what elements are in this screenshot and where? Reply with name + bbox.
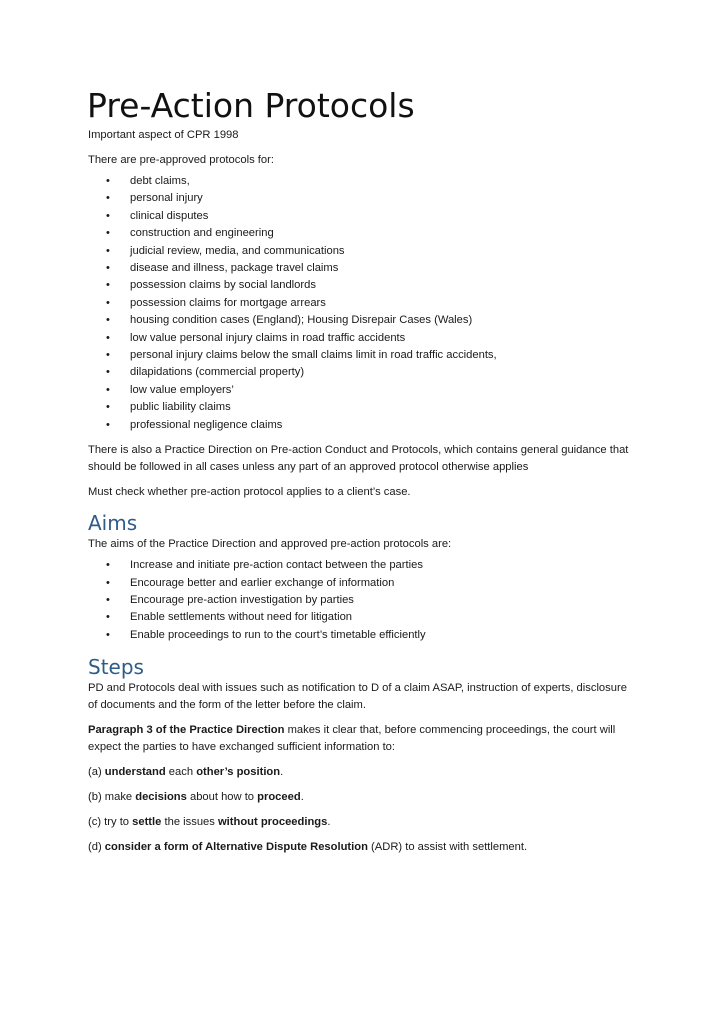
list-item-text: low value employers’ xyxy=(130,383,234,396)
bullet-icon: • xyxy=(106,279,110,292)
list-item xyxy=(88,609,630,626)
steps-heading: Steps xyxy=(88,655,144,680)
step-c-bold-2: without proceedings xyxy=(217,816,328,829)
step-a-prefix: (a) xyxy=(88,766,105,779)
step-a-bold-1: understand xyxy=(104,766,166,779)
bullet-icon: • xyxy=(106,175,110,187)
bullet-icon: • xyxy=(106,611,110,624)
list-item xyxy=(88,260,630,277)
steps-paragraph-2 xyxy=(88,722,630,756)
list-item xyxy=(88,627,630,644)
list-item-text: low value personal injury claims in road traffic accidents xyxy=(130,331,406,344)
step-a-mid: each xyxy=(165,766,197,779)
list-item-text: personal injury xyxy=(130,192,203,205)
list-item-text: construction and engineering xyxy=(130,227,274,240)
list-item xyxy=(88,312,630,329)
list-item-text: Enable settlements without need for litigation xyxy=(130,611,353,624)
list-item xyxy=(88,575,630,592)
step-c-mid: the issues xyxy=(161,816,218,829)
bullet-icon: • xyxy=(106,349,110,362)
list-item-text: debt claims, xyxy=(130,175,190,187)
list-item xyxy=(88,277,630,294)
step-a xyxy=(88,764,630,781)
bullet-icon: • xyxy=(106,192,110,205)
list-item xyxy=(88,347,630,364)
steps-paragraph-2-text: makes it clear that, before commencing proceedings, the court will expect the parties to have exchanged sufficient information to: xyxy=(88,724,616,754)
list-item-text: public liability claims xyxy=(130,401,231,414)
bullet-icon: • xyxy=(106,331,110,344)
list-item-text: judicial review, media, and communications xyxy=(130,244,345,257)
list-item xyxy=(88,243,630,260)
bullet-icon: • xyxy=(106,314,110,327)
step-b xyxy=(88,789,630,806)
step-b-end: . xyxy=(300,791,304,804)
list-item xyxy=(88,330,630,347)
bullet-icon: • xyxy=(106,401,110,414)
list-item xyxy=(88,399,630,416)
aims-intro: The aims of the Practice Direction and approved pre-action protocols are: xyxy=(88,538,452,551)
list-item xyxy=(88,417,630,434)
step-c-prefix: (c) try to xyxy=(88,816,133,829)
list-item xyxy=(88,364,630,381)
list-item xyxy=(88,190,630,207)
must-check-note: Must check whether pre-action protocol applies to a client’s case. xyxy=(88,486,411,499)
practice-direction-note: There is also a Practice Direction on Pre-action Conduct and Protocols, which contains general guidance that should be followed in all cases unless any part of an approved protocol otherwise applies xyxy=(88,444,629,474)
page-title: Pre-Action Protocols xyxy=(87,86,415,125)
bullet-icon: • xyxy=(106,244,110,257)
list-item xyxy=(88,295,630,312)
list-item-text: clinical disputes xyxy=(130,209,209,222)
bullet-icon: • xyxy=(106,209,110,222)
step-b-mid: about how to xyxy=(186,791,258,804)
bullet-icon: • xyxy=(106,296,110,309)
bullet-icon: • xyxy=(106,227,110,240)
step-a-end: . xyxy=(280,766,284,779)
list-item-text: professional negligence claims xyxy=(130,418,283,431)
list-item xyxy=(88,173,630,190)
list-item xyxy=(88,208,630,225)
step-c-bold-1: settle xyxy=(132,816,162,829)
list-item xyxy=(88,557,630,574)
list-item-text: personal injury claims below the small claims limit in road traffic accidents, xyxy=(130,349,497,362)
list-item-text: housing condition cases (England); Housing Disrepair Cases (Wales) xyxy=(130,314,473,327)
subtitle: Important aspect of CPR 1998 xyxy=(88,129,239,141)
aims-heading: Aims xyxy=(88,511,138,536)
steps-paragraph-1: PD and Protocols deal with issues such as notification to D of a claim ASAP, instruction of experts, disclosure of documents and the form of the letter before the claim. xyxy=(88,682,627,712)
step-b-bold-2: proceed xyxy=(257,791,301,804)
bullet-icon: • xyxy=(106,418,110,431)
bullet-icon: • xyxy=(106,383,110,396)
list-item-text: Encourage better and earlier exchange of information xyxy=(130,576,395,589)
bullet-icon: • xyxy=(106,628,110,641)
steps-section xyxy=(88,655,630,856)
bullet-icon: • xyxy=(106,593,110,606)
list-item-text: Encourage pre-action investigation by parties xyxy=(130,593,354,606)
step-c xyxy=(88,814,630,831)
list-item xyxy=(88,225,630,242)
list-item-text: Increase and initiate pre-action contact between the parties xyxy=(130,559,423,572)
list-item xyxy=(88,592,630,609)
list-item xyxy=(88,382,630,399)
bullet-icon: • xyxy=(106,576,110,589)
protocols-list xyxy=(88,173,630,434)
bullet-icon: • xyxy=(106,559,110,572)
aims-list xyxy=(88,557,630,644)
list-item-text: possession claims for mortgage arrears xyxy=(130,296,326,309)
list-item-text: possession claims by social landlords xyxy=(130,279,316,292)
step-d-prefix: (d) xyxy=(88,841,105,854)
aims-section xyxy=(88,511,630,644)
list-item-text: dilapidations (commercial property) xyxy=(130,366,305,379)
step-d-bold: consider a form of Alternative Dispute Resolution xyxy=(104,841,368,854)
list-item-text: Enable proceedings to run to the court’s timetable efficiently xyxy=(130,628,426,641)
step-b-prefix: (b) make xyxy=(88,791,136,804)
protocols-intro: There are pre-approved protocols for: xyxy=(88,154,274,166)
list-item-text: disease and illness, package travel claims xyxy=(130,262,339,275)
step-d-rest: (ADR) to assist with settlement. xyxy=(367,841,528,854)
bullet-icon: • xyxy=(106,366,110,379)
step-a-bold-2: other’s position xyxy=(196,766,281,779)
step-b-bold-1: decisions xyxy=(135,791,187,804)
step-d xyxy=(88,839,630,856)
step-c-end: . xyxy=(327,816,331,829)
paragraph-3-reference: Paragraph 3 of the Practice Direction xyxy=(88,724,285,737)
bullet-icon: • xyxy=(106,262,110,275)
